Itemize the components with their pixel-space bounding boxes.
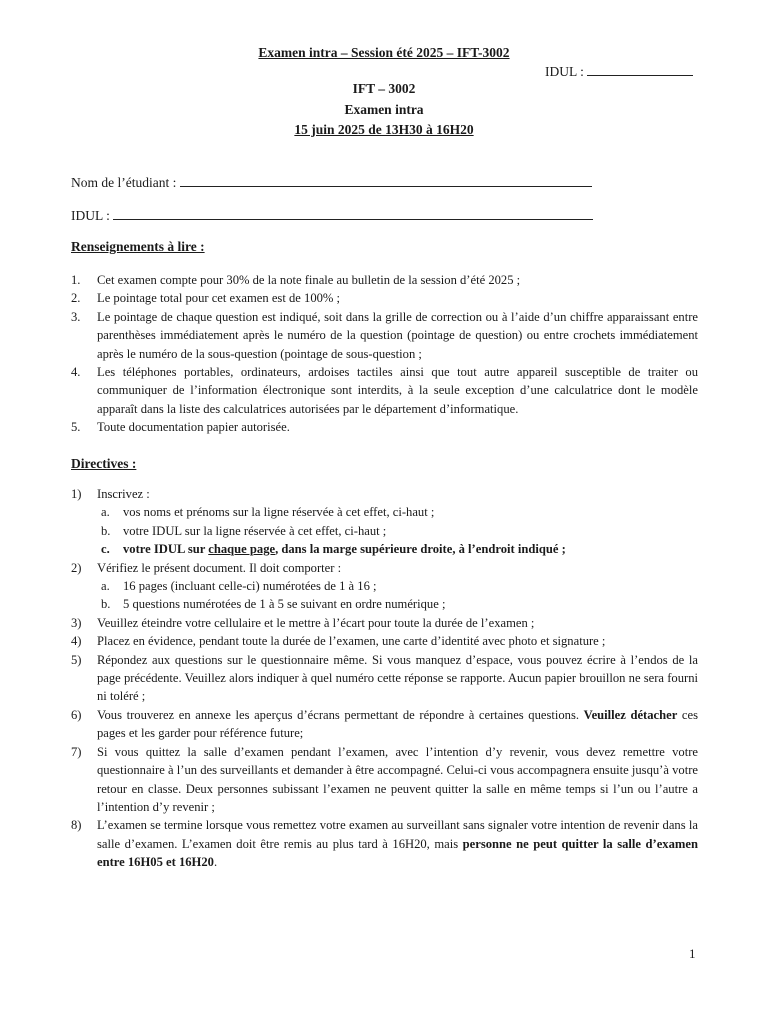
page-number: 1 [689,946,696,961]
info-item [71,418,698,436]
info-item-text: Toute documentation papier autorisée. [97,420,290,435]
directive-text: Placez en évidence, pendant toute la durée de l’examen, une carte d’identité avec photo et signature ; [97,634,606,649]
exam-type: Examen intra [344,102,424,117]
subitem-text-part: votre IDUL sur [123,542,209,557]
directive-number: 1) [71,487,82,501]
subitem-marker: c. [101,542,110,557]
exam-date: 15 juin 2025 de 13H30 à 16H20 [294,122,474,137]
info-item-number: 1. [71,273,81,287]
info-item-number: 4. [71,365,81,380]
directive-text: Vérifiez le présent document. Il doit comporter : [97,560,342,575]
directive-item [71,559,698,614]
course-code: IFT – 3002 [352,81,416,96]
directive-text-part: ces pages et les garder pour référence future; [97,707,699,741]
directive-text-part: Vous trouverez en annexe les aperçus d’écrans permettant de répondre à certaines questions. [97,707,584,722]
subitem-text: votre IDUL sur la ligne réservée à cet effet, ci-haut ; [123,523,387,538]
directive-number: 7) [71,744,82,759]
header-idul-blank[interactable] [587,63,693,76]
directive-item [71,816,698,871]
subitem-text-part: , dans la marge supérieure droite, à l’endroit indiqué ; [275,542,566,557]
directive-sublist [97,577,698,614]
directive-emphasis: personne ne peut quitter la salle d’examen entre 16H05 et 16H20 [97,836,698,870]
directive-number: 2) [71,560,82,575]
directive-subitem [97,522,698,540]
student-idul-blank[interactable] [113,207,593,220]
info-item-number: 3. [71,309,81,324]
info-item-number: 2. [71,291,81,306]
subitem-marker: a. [101,505,110,520]
header-idul-label: IDUL : [545,64,584,79]
info-item [71,363,698,418]
subitem-emphasis: chaque page [208,542,276,557]
subitem-text: 16 pages (incluant celle-ci) numérotées de 1 à 16 ; [123,579,377,594]
directive-number: 5) [71,652,82,667]
directive-number: 4) [71,634,82,649]
info-item [71,289,698,307]
directive-text: Répondez aux questions sur le questionnaire même. Si vous manquez d’espace, vous pouvez écrire à l’endos de la page précédente. Veuillez alors indiquer à quel numéro cette réponse se rapporte. Aucun papier brouillon ne sera fourni ni toléré ; [97,652,698,704]
directive-text-part: L’examen se termine lorsque vous remettez votre examen au surveillant sans signaler votre intention de revenir dans la salle d’examen. L’examen doit être remis au plus tard à 16H20, mais [97,818,698,851]
directive-text-part: . [213,855,218,870]
subitem-marker: b. [101,523,111,538]
directive-item [71,706,698,743]
student-idul-label: IDUL : [71,208,110,223]
directive-item [71,614,698,632]
directive-item [71,632,698,650]
directive-sublist [97,503,698,558]
directives-section-title: Directives : [71,456,137,471]
info-section-title: Renseignements à lire : [71,239,205,254]
directive-number: 6) [71,707,82,722]
directive-text: Inscrivez : [97,487,150,501]
student-name-blank[interactable] [180,174,592,187]
directives-list [71,485,698,872]
directive-text: Veuillez éteindre votre cellulaire et le mettre à l’écart pour toute la durée de l’examen ; [97,615,535,630]
directive-subitem [97,595,698,613]
info-item-text: Le pointage total pour cet examen est de 100% ; [97,291,341,306]
directive-number: 8) [71,818,82,833]
subitem-marker: a. [101,579,110,594]
student-name-field [71,174,592,192]
directive-text: Si vous quittez la salle d’examen pendant l’examen, avec l’intention d’y revenir, vous devez remettre votre questionnaire à l’un des surveillants et demander à être accompagné. Celui-ci vous accompagnera ensuite jusqu’à votre retour en classe. Deux personnes subissant l’examen ne peuvent quitter la salle en même temps si l’un ou l’autre a l’intention d’y revenir ; [97,744,698,814]
header-idul [545,63,693,81]
directive-item [71,743,698,817]
subitem-marker: b. [101,597,111,612]
info-item [71,308,698,363]
directive-item [71,651,698,706]
directive-item [71,485,698,559]
info-item-number: 5. [71,420,81,435]
info-item-text: Cet examen compte pour 30% de la note finale au bulletin de la session d’été 2025 ; [97,273,521,287]
directive-subitem [97,577,698,595]
directive-emphasis: Veuillez détacher [583,707,678,722]
subitem-text: vos noms et prénoms sur la ligne réservée à cet effet, ci-haut ; [123,505,435,520]
student-name-label: Nom de l’étudiant : [71,175,177,190]
directive-subitem [97,540,698,558]
directive-subitem [97,503,698,521]
student-idul-field [71,207,593,225]
info-item [71,271,698,289]
subitem-text: 5 questions numérotées de 1 à 5 se suivant en ordre numérique ; [123,597,446,612]
info-item-text: Les téléphones portables, ordinateurs, ardoises tactiles ainsi que tout autre appareil susceptible de traiter ou communiquer de l’information électronique sont interdits, à la seule exception d’une calculatrice dont le modèle apparaît dans la liste des calculatrices autorisées par le département d’informatique. [97,365,698,416]
header-title: Examen intra – Session été 2025 – IFT-3002 [258,45,510,60]
directive-number: 3) [71,615,82,630]
info-item-text: Le pointage de chaque question est indiqué, soit dans la grille de correction ou à l’aide d’un chiffre apparaissant entre parenthèses immédiatement après le numéro de la question (pointage de question) ou entre crochets immédiatement après le numéro de la sous-question (pointage de sous-question ; [97,309,698,361]
info-list [71,271,698,437]
